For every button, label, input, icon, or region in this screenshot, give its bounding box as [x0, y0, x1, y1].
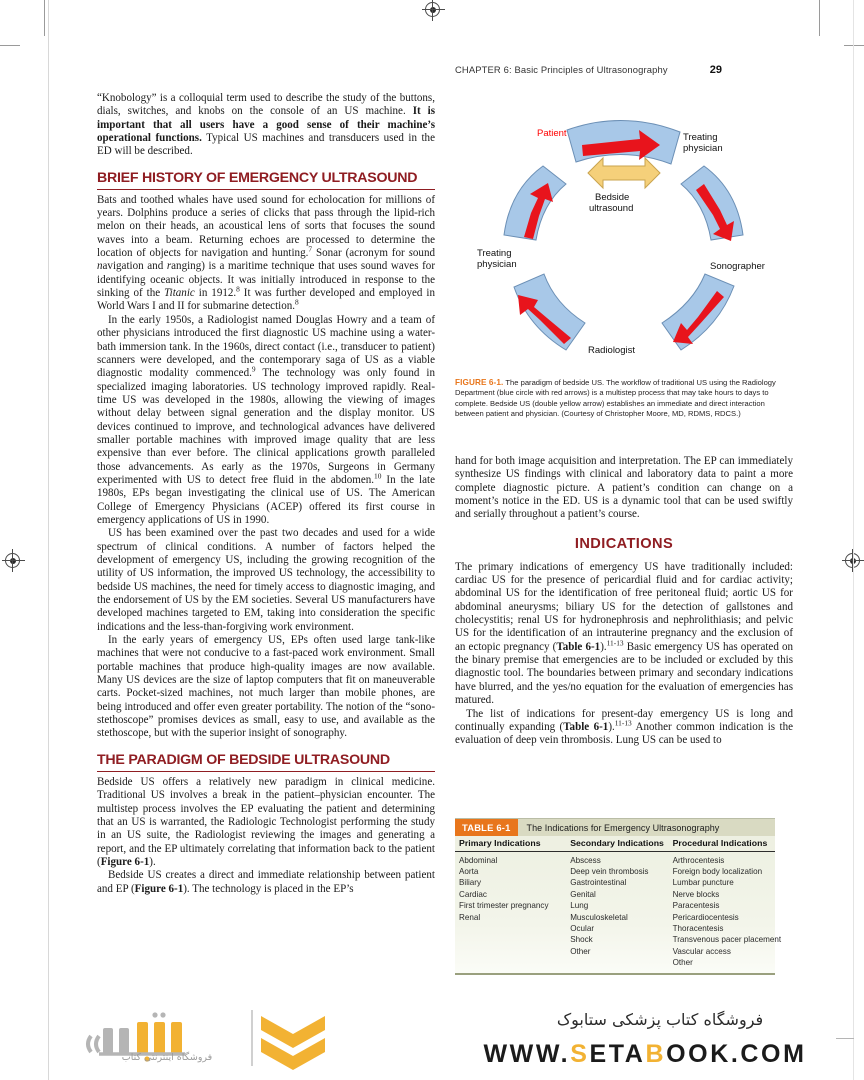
heading-indications: INDICATIONS: [574, 535, 674, 552]
table-cell: Deep vein thrombosis: [570, 866, 649, 876]
table-cell: Gastrointestinal: [570, 878, 627, 888]
history-1-f: anging) is a maritime technique that uses sound waves for identifying oceanic objects. It was initially introduced in response to the sinking of the: [97, 260, 435, 300]
history-1-ital-r: r: [166, 260, 172, 273]
paragraph-indications-2: [455, 708, 793, 748]
footnote-ref-11-13a: 11-13: [606, 638, 624, 648]
cycle-segment-left: [504, 166, 566, 240]
paragraph-history-2: [97, 314, 435, 528]
table-cell: Biliary: [459, 878, 482, 888]
table-ref-2[interactable]: Table 6-1: [563, 720, 609, 733]
table-ref-1[interactable]: Table 6-1: [556, 640, 601, 653]
table-cell: Transvenous pacer placement: [672, 935, 782, 945]
history-1-c: ound: [412, 247, 435, 260]
paradigm-2-b: ). The technology is placed in the EP’s: [183, 882, 354, 895]
footnote-ref-8b: 8: [295, 297, 299, 307]
paragraph-knobology: [97, 92, 435, 159]
heading-brief-history: BRIEF HISTORY OF EMERGENCY ULTRASOUND: [97, 170, 435, 190]
footnote-ref-10: 10: [374, 471, 382, 481]
table-column-secondary: [570, 855, 672, 969]
url-part-3: ETA: [589, 1040, 646, 1068]
history-1-h: It was further developed and employed in World Wars I and II for submarine detection.: [97, 287, 435, 313]
paragraph-paradigm-2: [97, 869, 435, 896]
paradigm-1-b: ).: [149, 855, 156, 868]
figure-label-treating-physician-right-1: Treating: [683, 132, 718, 143]
ind-1-c: Basic emergency US has operated on the binary premise that emergencies are to be included or excluded by this diagnostic tool. The boundaries between primary and secondary indications have blurred, and the yes/no equation for the evaluation of emergencies has matured.: [455, 640, 793, 707]
knobology-run-bold: It is important that all users have a good sense of their machine’s operational functions.: [97, 105, 436, 145]
paragraph-history-4: In the early years of emergency US, EPs often used large tank-like machines that were not conducive to a fast-paced work environment. Small portable machines that produce high-quality images are now available. Many US devices are the size of laptop computers that fit on maneuverable carts. Pocket-sized machines, not much larger than mobile phones, are being introduced and offer even greater portability. The notion of the “sono-stethoscope” promises devices as small, easy to use, and available as the stethoscope, but with the superior insight of sonography.: [97, 634, 435, 740]
page-trim-edge-left: [48, 0, 49, 1080]
logo-divider: [251, 1010, 253, 1066]
url-part-2: S: [570, 1040, 590, 1068]
paradigm-2-a: Bedside US creates a direct and immediate relationship between patient and EP (: [97, 869, 435, 895]
ind-2-c: Another common indication is the evaluation of deep vein thrombosis. Lung US can be used to: [455, 720, 793, 747]
table-cell: Foreign body localization: [672, 866, 763, 876]
url-part-1: WWW.: [483, 1040, 571, 1068]
table-cell: Thoracentesis: [672, 923, 724, 933]
table-cell: Shock: [570, 935, 593, 945]
knobology-run-3: Typical US machines and transducers used in the ED will be described.: [97, 132, 435, 158]
table-cell: Paracentesis: [672, 901, 720, 911]
table-cell: Genital: [570, 889, 596, 899]
footer-website-url[interactable]: [440, 1040, 850, 1069]
table-cell: Vascular access: [672, 946, 731, 956]
figure-6-1-caption: [455, 378, 793, 420]
history-1-a: Bats and toothed whales have used sound for echolocation for millions of years. Dolphins produce a series of clicks that pass through the lipid-rich melon on their heads, an acoustical lens of sorts that focuses the sound waves into a beam. Returning echoes are processed to determine the location of objects for navigation and hunting.: [97, 193, 435, 260]
crop-mark-top-right-vertical: [819, 0, 820, 36]
table-cell: Aorta: [459, 866, 479, 876]
figure-6-1-artwork: [455, 88, 793, 376]
ind-1-a: The primary indications of emergency US have traditionally included: cardiac US for the presence of pericardial fluid and for cardiac activity; abdominal US for the identification of free peritoneal fluid; aortic US for abdominal aneurysms; biliary US for the detection of gallstones and cholecystitis; renal US for hydronephrosis and nephrolithiasis; and pelvic US for the identification of an intrauterine pregnancy and the exclusion of an ectopic pregnancy (: [455, 560, 793, 653]
registration-cross-top: [432, 0, 433, 21]
history-2-a: In the early 1950s, a Radiologist named Douglas Howry and a team of other physicians introduced the first diagnostic US machine using a water-bath immersion tank. In the 1960s, direct contact (i.e., transducer to patient) scanners were developed, and the contemporary saga of US as a viable diagnostic modality commenced.: [97, 313, 435, 380]
table-column-procedural: [672, 855, 782, 969]
page-number: 29: [709, 64, 722, 76]
figure-ref-2[interactable]: Figure 6-1: [134, 882, 184, 895]
url-part-4: B: [645, 1040, 667, 1068]
footer-rule: [836, 1038, 854, 1039]
footnote-ref-9: 9: [251, 364, 256, 374]
footnote-ref-11-13b: 11-13: [614, 718, 632, 728]
table-6-1-title-bar: [455, 819, 775, 836]
running-head: [455, 64, 815, 76]
paragraph-history-3: US has been examined over the past two decades and used for a wide spectrum of clinical conditions. A number of factors helped the development of emergency US, including the growing recognition of the utility of US information, the improved US technology, the accessibility to bedside US machines, the need for timely access to diagnostic imaging, and the endorsement of US by the EM societies. Several US manufacturers have developed machines targeted to EM, taking into consideration the specific indications and the less-than-forgiving work environment.: [97, 527, 435, 633]
history-2-c: In the late 1980s, EPs began investigating the clinical use of US. The American College of Emergency Physicians (ACEP) offered its first course in emergency applications of US in 1990.: [97, 473, 435, 526]
table-cell: Renal: [459, 912, 481, 922]
ind-2-b: ).: [608, 720, 615, 733]
table-cell: Other: [570, 946, 591, 956]
paragraph-right-1: hand for both image acquisition and interpretation. The EP can immediately synthesize US findings with clinical and laboratory data to paint a more complete diagnostic picture. A patient’s condition can change on a moment’s notice in the ED. US is a dynamic tool that can be used swiftly and serially throughout a patient’s course.: [455, 455, 793, 521]
table-6-1: [455, 818, 782, 975]
ind-2-a: The list of indications for present-day emergency US is long and continually expanding (: [455, 707, 793, 733]
table-6-1-title: The Indications for Emergency Ultrasonography: [526, 822, 720, 833]
right-text-column: [455, 455, 793, 748]
knobology-run-1: “Knobology” is a colloquial term used to describe the study of the buttons, dials, switches, and knobs on the console of an US machine.: [97, 92, 435, 118]
paradigm-1-a: Bedside US offers a relatively new paradigm in clinical medicine. Traditional US involves a break in the patient–physician encounter. The multistep process involves the EP evaluating the patient and determining that an US is warranted, the Radiologic Technologist performing the study in an US suite, the Radiologist reviewing the images and generating a report, and the EP ultimately correlating that information back to the patient (: [97, 775, 435, 868]
history-1-b: Sonar (acronym for: [312, 247, 409, 260]
figure-6-1: [455, 88, 793, 420]
footer-persian-tagline: فروشگاه کتاب پزشکی ستابوک: [556, 1010, 764, 1029]
table-header-primary: Primary Indications: [459, 838, 541, 848]
table-cell: Arthrocentesis: [672, 855, 725, 865]
history-2-b: The technology was only found in specialized imaging laboratories. US technology improved rapidly. Real-time US was developed in the 1980s, allowing the viewing of images without delay between signal generation and the display monitor. US devices continued to improve, and technological advances have delivered smaller portable machines with improved image quality that are less expensive than ever before. The clinical applications growth paralleled those advancements. As early as the 1970s, Surgeons in Germany experimented with US to detect free fluid in the abdomen.: [97, 367, 435, 486]
paragraph-indications-1: [455, 561, 793, 708]
table-cell: Musculoskeletal: [570, 912, 628, 922]
cycle-segment-top: [567, 120, 680, 164]
figure-label-treating-physician-left-2: physician: [477, 259, 517, 270]
figure-6-1-label: FIGURE 6-1.: [455, 378, 504, 387]
table-column-primary: [455, 855, 570, 969]
footer-watermark: [0, 1000, 864, 1080]
crop-mark-top-left-horizontal: [0, 45, 20, 46]
history-1-e: and: [147, 260, 167, 273]
figure-label-radiologist: Radiologist: [588, 345, 635, 356]
table-header-secondary: Secondary Indications: [570, 838, 664, 848]
figure-ref-1[interactable]: Figure 6-1: [100, 855, 150, 868]
history-1-d: avigation: [102, 260, 148, 273]
heading-paradigm-bedside: THE PARADIGM OF BEDSIDE ULTRASOUND: [97, 752, 435, 772]
table-cell: Lumbar puncture: [672, 878, 734, 888]
figure-6-1-caption-text: The paradigm of bedside US. The workflow of traditional US using the Radiology Department (blue circle with red arrows) is a multistep process that may take hours to days to complete. Bedside US (double yellow arrow) establishes an immediate and direct interaction between patient and physician. (Courtesy of Christopher Moore, MD, RDMS, RDCS.): [455, 378, 776, 419]
cycle-segment-right-lower: [662, 274, 734, 350]
history-1-ital-n: n: [97, 260, 103, 273]
paragraph-paradigm-1: [97, 776, 435, 869]
figure-label-treating-physician-left-1: Treating: [477, 248, 512, 259]
table-cell: First trimester pregnancy: [459, 901, 549, 911]
table-6-1-body: [455, 852, 782, 975]
logo-chevrons-icon: [261, 1016, 325, 1070]
footnote-ref-8a: 8: [236, 284, 240, 294]
table-6-1-number: TABLE 6-1: [455, 819, 518, 836]
paragraph-history-1: [97, 194, 435, 314]
running-head-chapter-title: CHAPTER 6: Basic Principles of Ultrasonography: [455, 64, 668, 75]
table-cell: Nerve blocks: [672, 889, 720, 899]
cycle-segment-bottom-left: [514, 274, 585, 350]
figure-label-treating-physician-right-2: physician: [683, 143, 723, 154]
table-cell: Other: [672, 958, 693, 968]
left-text-column: [97, 92, 435, 896]
table-cell: Abdominal: [459, 855, 498, 865]
table-cell: Ocular: [570, 923, 595, 933]
table-cell: Abscess: [570, 855, 601, 865]
history-1-ital-titanic: Titanic: [164, 287, 195, 300]
figure-label-bedside-2: ultrasound: [589, 203, 634, 214]
history-1-ital-s: s: [408, 247, 413, 260]
table-cell: Pericardiocentesis: [672, 912, 739, 922]
crop-mark-top-right-horizontal: [844, 45, 864, 46]
cycle-segment-right-upper: [681, 166, 743, 241]
table-6-1-header-row: [455, 836, 775, 852]
table-header-procedural: Procedural Indications: [672, 838, 768, 848]
table-cell: Lung: [570, 901, 589, 911]
ind-1-b: ).: [600, 640, 607, 653]
crop-mark-top-left-vertical: [44, 0, 45, 36]
registration-cross-left: [12, 549, 13, 572]
table-cell: Cardiac: [459, 889, 487, 899]
figure-label-patient: Patient: [537, 128, 567, 139]
history-1-g: in 1912.: [194, 287, 237, 300]
bedside-ultrasound-double-arrow: [588, 158, 660, 188]
page-trim-edge-right: [853, 0, 854, 1080]
logo-subtitle: فروشگاه اینترنتی کتاب: [121, 1052, 213, 1063]
figure-label-sonographer: Sonographer: [710, 261, 765, 272]
footnote-ref-7: 7: [308, 244, 313, 254]
url-part-5: OOK.COM: [666, 1040, 807, 1068]
figure-label-bedside-1: Bedside: [595, 192, 630, 203]
